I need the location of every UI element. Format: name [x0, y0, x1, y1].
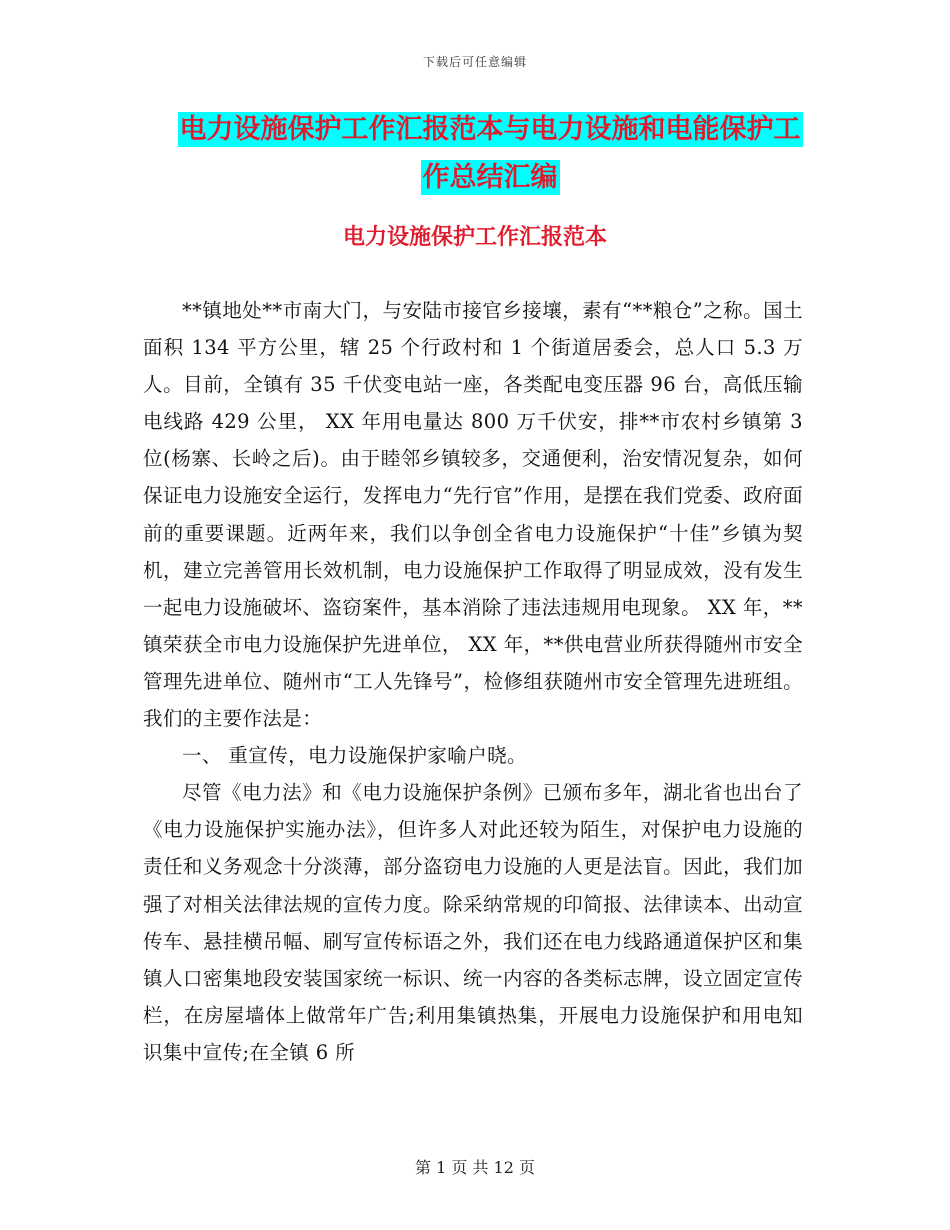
page-footer: 第 1 页 共 12 页 — [415, 1158, 535, 1177]
document-title-line-2: 作总结汇编 — [422, 162, 558, 193]
document-title — [150, 106, 830, 202]
header-note: 下载后可任意编辑 — [422, 55, 527, 69]
paragraph-publicity: 尽管《电力法》和《电力设施保护条例》已颁布多年，湖北省也出台了《电力设施保护实施办法》，但许多人对此还较为陌生，对保护电力设施的责任和义务观念十分淡薄，部分盗窃电力设施的人更是法盲。因此，我们加强了对相关法律法规的宣传力度。除采纳常规的印简报、法律读本、出动宣传车、悬挂横吊幅、刷写宣传标语之外，我们还在电力线路通道保护区和集镇人口密集地段安装国家统一标识、统一内容的各类标志牌，设立固定宣传栏，在房屋墙体上做常年广告;利用集镇热集，开展电力设施保护和用电知识集中宣传;在全镇 6 所 — [143, 781, 803, 1064]
paragraph-heading-one: 一、 重宣传，电力设施保护家喻户晓。 — [182, 744, 527, 768]
paragraph-intro: **镇地处**市南大门，与安陆市接官乡接壤，素有“**粮仓”之称。国土面积 134 平方公里，辖 25 个行政村和 1 个街道居委会，总人口 5.3 万人。目前，全镇有 35 千伏变电站一座，各类配电变压器 96 台，高低压输电线路 429 公里， XX 年用电量达 800 万千伏安，排**市农村乡镇第 3 位(杨寨、长岭之后)。由于睦邻乡镇较多，交通便利，治安情况复杂，如何保证电力设施安全运行，发挥电力“先行官”作用，是摆在我们党委、政府面前的重要课题。近两年来，我们以争创全省电力设施保护“十佳”乡镇为契机，建立完善管用长效机制，电力设施保护工作取得了明显成效，没有发生一起电力设施破坏、盗窃案件，基本消除了违法违规用电现象。 XX 年，**镇荣获全市电力设施保护先进单位， XX 年，**供电营业所获得随州市安全管理先进单位、随州市“工人先锋号”，检修组获随州市安全管理先进班组。我们的主要作法是： — [143, 299, 803, 731]
section-title: 电力设施保护工作汇报范本 — [342, 225, 607, 250]
document-title-line-1: 电力设施保护工作汇报范本与电力设施和电能保护工 — [179, 114, 801, 145]
document-body — [143, 292, 803, 1071]
